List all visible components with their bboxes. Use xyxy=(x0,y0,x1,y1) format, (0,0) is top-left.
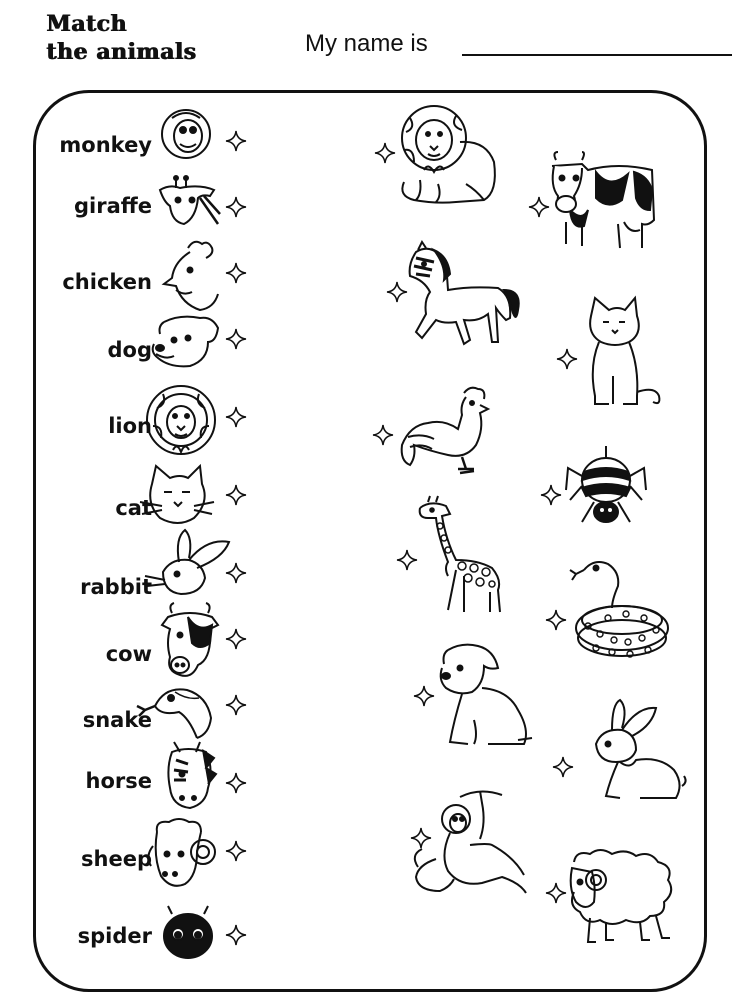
sheep-head-icon xyxy=(143,816,217,890)
match-star-monkey[interactable] xyxy=(225,130,247,152)
dog-picture xyxy=(438,640,534,752)
word-lion: lion xyxy=(108,414,152,438)
monkey-head-icon xyxy=(158,106,214,162)
match-star-cow[interactable] xyxy=(225,628,247,650)
word-monkey: monkey xyxy=(59,133,152,157)
word-cat: cat xyxy=(115,496,152,520)
word-rabbit: rabbit xyxy=(80,575,152,599)
cow-head-icon xyxy=(158,603,222,679)
match-star-monkey-picture[interactable] xyxy=(410,827,432,849)
word-chicken: chicken xyxy=(62,270,152,294)
word-snake: snake xyxy=(82,708,152,732)
word-cow: cow xyxy=(105,642,152,666)
spider-head-icon xyxy=(160,904,216,960)
match-star-snake[interactable] xyxy=(225,694,247,716)
title-line-1: Match xyxy=(46,11,127,37)
sheep-picture xyxy=(566,846,676,946)
match-star-rabbit[interactable] xyxy=(225,562,247,584)
snake-picture xyxy=(566,556,676,666)
match-star-sheep-picture[interactable] xyxy=(545,882,567,904)
word-sheep: sheep xyxy=(81,847,152,871)
cat-picture xyxy=(585,296,665,410)
cow-picture xyxy=(548,150,658,254)
lion-picture xyxy=(396,100,500,208)
rabbit-picture xyxy=(590,700,688,804)
name-prompt: My name is xyxy=(305,30,428,57)
cat-head-icon xyxy=(138,462,214,530)
match-star-horse[interactable] xyxy=(225,772,247,794)
lion-head-icon xyxy=(143,382,219,458)
match-star-chicken-picture[interactable] xyxy=(372,424,394,446)
match-star-dog-picture[interactable] xyxy=(413,685,435,707)
giraffe-head-icon xyxy=(156,174,222,230)
match-star-chicken[interactable] xyxy=(225,262,247,284)
match-star-cat-picture[interactable] xyxy=(556,348,578,370)
match-star-cat[interactable] xyxy=(225,484,247,506)
match-star-cow-picture[interactable] xyxy=(528,196,550,218)
match-star-rabbit-picture[interactable] xyxy=(552,756,574,778)
word-spider: spider xyxy=(77,924,152,948)
chicken-picture xyxy=(400,385,496,475)
chicken-head-icon xyxy=(160,238,220,314)
dog-head-icon xyxy=(150,312,222,372)
rabbit-head-icon xyxy=(145,528,233,598)
word-horse: horse xyxy=(85,769,152,793)
name-write-line[interactable] xyxy=(462,54,732,56)
spider-picture xyxy=(566,446,646,532)
snake-head-icon xyxy=(135,682,215,742)
word-giraffe: giraffe xyxy=(73,194,152,218)
title-line-2: the animals xyxy=(46,39,197,65)
word-dog: dog xyxy=(107,338,152,362)
match-star-dog[interactable] xyxy=(225,328,247,350)
match-star-lion-picture[interactable] xyxy=(374,142,396,164)
horse-picture xyxy=(408,240,520,350)
match-star-giraffe[interactable] xyxy=(225,196,247,218)
worksheet-title xyxy=(46,10,196,66)
match-star-horse-picture[interactable] xyxy=(386,281,408,303)
match-star-snake-picture[interactable] xyxy=(545,609,567,631)
match-star-spider[interactable] xyxy=(225,924,247,946)
match-star-spider-picture[interactable] xyxy=(540,484,562,506)
horse-head-icon xyxy=(162,738,218,810)
match-star-sheep[interactable] xyxy=(225,840,247,862)
match-star-lion[interactable] xyxy=(225,406,247,428)
giraffe-picture xyxy=(418,496,508,614)
match-star-giraffe-picture[interactable] xyxy=(396,549,418,571)
